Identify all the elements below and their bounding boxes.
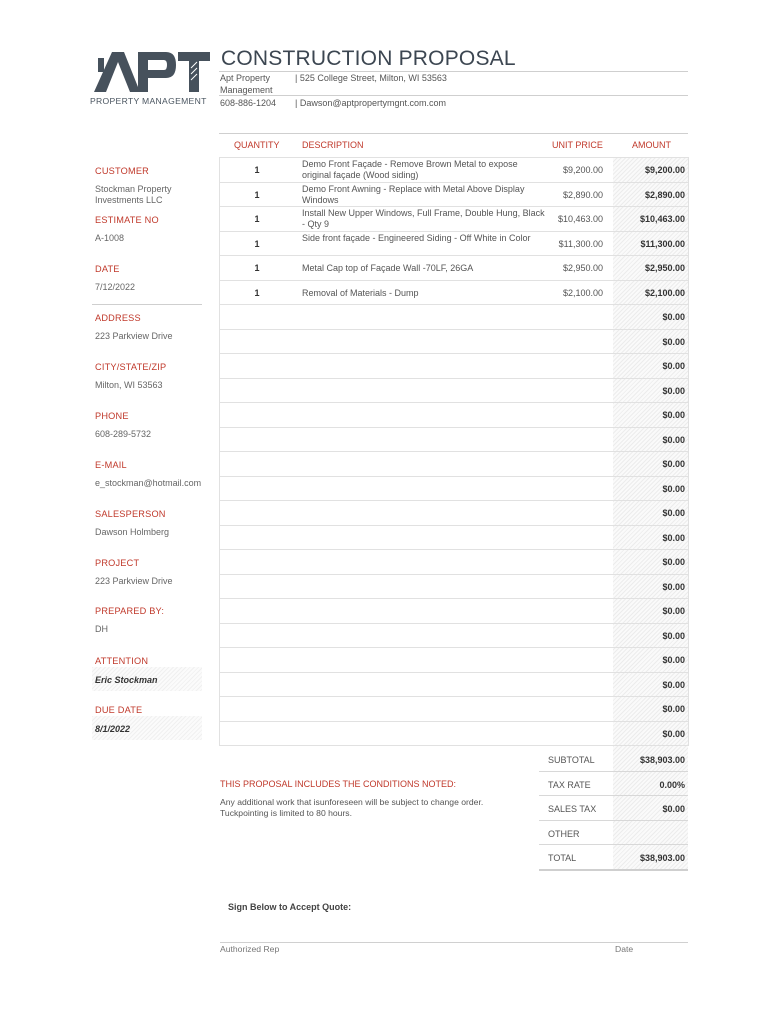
empty-row-amount: $0.00: [662, 704, 685, 714]
total-divider: [539, 844, 688, 845]
item-unit-price: $2,100.00: [562, 288, 603, 298]
field-value: Dawson Holmberg: [95, 527, 170, 537]
field-label: PHONE: [95, 411, 129, 421]
field-value: 7/12/2022: [95, 282, 136, 292]
field-label: PROJECT: [95, 558, 140, 568]
item-description: Removal of Materials - Dump: [302, 288, 419, 298]
total-label: TOTAL: [548, 853, 577, 863]
item-amount: $9,200.00: [644, 165, 685, 175]
info-divider: [92, 304, 202, 305]
total-label: TAX RATE: [548, 780, 591, 790]
field-value: Stockman Property Investments LLC: [95, 184, 172, 205]
item-description: Demo Front Façade - Remove Brown Metal to expose original façade (Wood siding): [302, 159, 518, 180]
row-divider: [219, 451, 688, 452]
item-description: Metal Cap top of Façade Wall -70LF, 26GA: [302, 263, 474, 273]
field-label: ATTENTION: [95, 656, 149, 666]
field-value: 223 Parkview Drive: [95, 576, 173, 586]
empty-row-amount: $0.00: [662, 557, 685, 567]
conditions-title: THIS PROPOSAL INCLUDES THE CONDITIONS NOTED:: [220, 779, 457, 789]
row-divider: [219, 672, 688, 673]
row-divider: [219, 304, 688, 305]
empty-row-amount: $0.00: [662, 459, 685, 469]
empty-row-amount: $0.00: [662, 655, 685, 665]
item-quantity: 1: [254, 263, 260, 273]
total-label: SUBTOTAL: [548, 755, 595, 765]
field-label: CITY/STATE/ZIP: [95, 362, 167, 372]
amount-header: AMOUNT: [632, 140, 671, 150]
empty-row-amount: $0.00: [662, 484, 685, 494]
empty-row-amount: $0.00: [662, 410, 685, 420]
row-divider: [219, 329, 688, 330]
empty-row-amount: $0.00: [662, 680, 685, 690]
field-value: 8/1/2022: [95, 724, 131, 734]
condition-line-2: Tuckpointing is limited to 80 hours.: [220, 808, 352, 818]
row-divider: [219, 378, 688, 379]
field-label: DUE DATE: [95, 705, 143, 715]
description-header: DESCRIPTION: [302, 140, 364, 150]
field-value: A-1008: [95, 233, 125, 243]
company-email: | Dawson@aptpropertymgnt.com.com: [295, 98, 447, 108]
row-divider: [219, 574, 688, 575]
row-divider: [219, 598, 688, 599]
item-unit-price: $11,300.00: [558, 239, 603, 249]
item-quantity: 1: [254, 288, 260, 298]
empty-row-amount: $0.00: [662, 582, 685, 592]
item-amount: $2,950.00: [644, 263, 685, 273]
total-label: OTHER: [548, 829, 580, 839]
item-quantity: 1: [254, 165, 260, 175]
empty-row-amount: $0.00: [662, 606, 685, 616]
title-divider: [219, 71, 688, 72]
conditions-text: [220, 797, 520, 819]
row-divider: [219, 500, 688, 501]
empty-row-amount: $0.00: [662, 312, 685, 322]
item-amount: $10,463.00: [639, 214, 685, 224]
field-value: 608-289-5732: [95, 429, 152, 439]
empty-row-amount: $0.00: [662, 631, 685, 641]
row-divider: [219, 525, 688, 526]
date-label: Date: [615, 944, 634, 954]
authorized-rep-label: Authorized Rep: [220, 944, 280, 954]
item-quantity: 1: [254, 190, 260, 200]
table-right-border: [688, 157, 689, 746]
row-divider: [219, 255, 688, 256]
row-divider: [219, 427, 688, 428]
empty-row-amount: $0.00: [662, 386, 685, 396]
total-value: $38,903.00: [639, 755, 685, 765]
page-title: CONSTRUCTION PROPOSAL: [221, 47, 516, 70]
row-divider: [219, 476, 688, 477]
total-value: 0.00%: [659, 780, 685, 790]
empty-row-amount: $0.00: [662, 361, 685, 371]
row-divider: [219, 231, 688, 232]
total-divider: [539, 771, 688, 772]
quantity-header: QUANTITY: [234, 140, 280, 150]
row-divider: [219, 182, 688, 183]
item-unit-price: $2,890.00: [562, 190, 603, 200]
field-value: Milton, WI 53563: [95, 380, 163, 390]
item-unit-price: $2,950.00: [562, 263, 603, 273]
company-address: | 525 College Street, Milton, WI 53563: [295, 73, 447, 83]
condition-line-1: Any additional work that isunforeseen will be subject to change order.: [220, 797, 484, 807]
field-value: Eric Stockman: [95, 675, 158, 685]
total-divider: [539, 795, 688, 796]
field-value: DH: [95, 624, 108, 634]
row-divider: [219, 206, 688, 207]
company-name-line1: Apt Property: [220, 73, 271, 83]
field-label: SALESPERSON: [95, 509, 166, 519]
empty-row-amount: $0.00: [662, 337, 685, 347]
total-value: $38,903.00: [639, 853, 685, 863]
item-unit-price: $10,463.00: [557, 214, 603, 224]
item-quantity: 1: [254, 239, 260, 249]
row-divider: [219, 280, 688, 281]
field-label: ESTIMATE NO: [95, 215, 159, 225]
field-value: 223 Parkview Drive: [95, 331, 173, 341]
total-divider: [539, 820, 688, 821]
row-divider: [219, 549, 688, 550]
row-divider: [219, 402, 688, 403]
row-divider: [219, 157, 688, 158]
row-divider: [219, 353, 688, 354]
row-divider: [219, 647, 688, 648]
signature-line[interactable]: [220, 942, 688, 943]
empty-row-amount: $0.00: [662, 729, 685, 739]
company-phone: 608-886-1204: [220, 98, 277, 108]
total-value: $0.00: [662, 804, 685, 814]
unit-price-header: UNIT PRICE: [552, 140, 603, 150]
field-value: e_stockman@hotmail.com: [95, 478, 202, 488]
item-description: Install New Upper Windows, Full Frame, Double Hung, Black - Qty 9: [302, 208, 545, 229]
field-label: ADDRESS: [95, 313, 141, 323]
item-description: Side front façade - Engineered Siding - Off White in Color: [302, 233, 531, 243]
field-label: E-MAIL: [95, 460, 127, 470]
company-name-line2: Management: [220, 85, 273, 95]
row-divider: [219, 623, 688, 624]
item-amount: $2,890.00: [644, 190, 685, 200]
item-quantity: 1: [254, 214, 260, 224]
total-label: SALES TAX: [548, 804, 597, 814]
company-logo: [90, 48, 212, 108]
field-label: DATE: [95, 264, 120, 274]
apt-logo-icon: [90, 48, 212, 94]
header-divider: [219, 95, 688, 96]
empty-row-amount: $0.00: [662, 508, 685, 518]
item-unit-price: $9,200.00: [562, 165, 603, 175]
field-label: PREPARED BY:: [95, 606, 165, 616]
row-divider: [219, 721, 688, 722]
total-divider: [539, 869, 688, 871]
logo-subtitle: PROPERTY MANAGEMENT: [90, 96, 207, 106]
signature-prompt: Sign Below to Accept Quote:: [228, 902, 352, 912]
field-label: CUSTOMER: [95, 166, 150, 176]
table-top-border: [219, 133, 688, 134]
item-description: Demo Front Awning - Replace with Metal Above Display Windows: [302, 184, 525, 205]
empty-row-amount: $0.00: [662, 533, 685, 543]
item-amount: $2,100.00: [644, 288, 685, 298]
row-divider: [219, 696, 688, 697]
empty-row-amount: $0.00: [662, 435, 685, 445]
item-amount: $11,300.00: [640, 239, 685, 249]
